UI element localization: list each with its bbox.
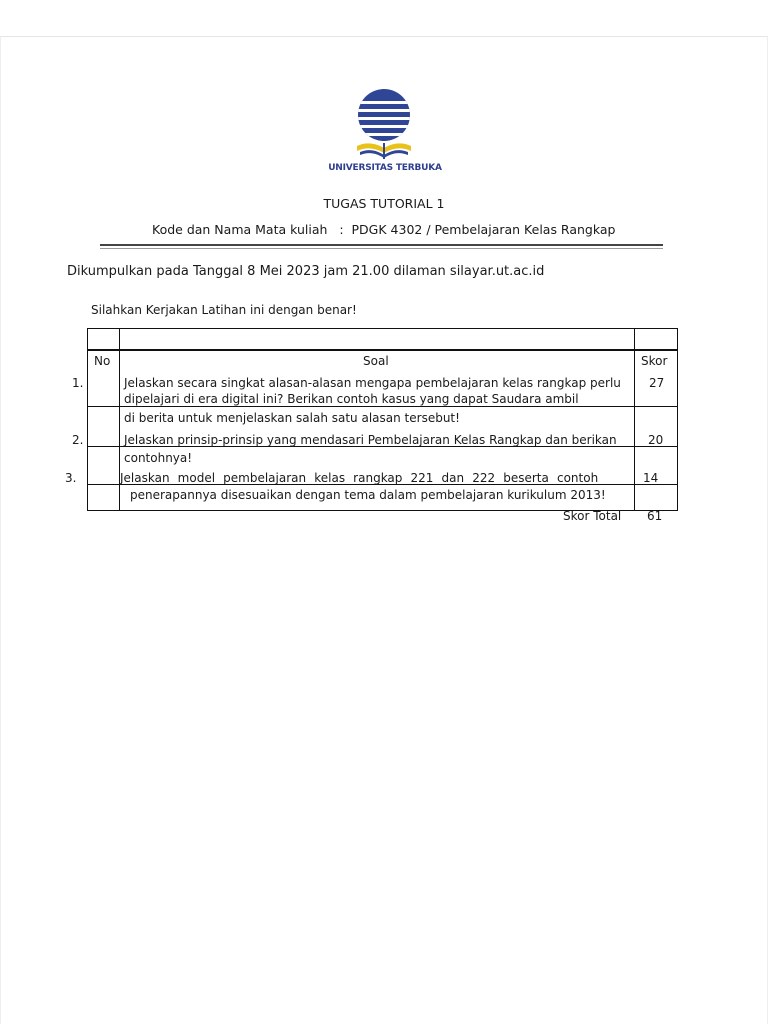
course-value: PDGK 4302 / Pembelajaran Kelas Rangkap	[351, 222, 616, 237]
row-number: 3.	[65, 471, 77, 485]
header-score: Skor	[641, 354, 668, 368]
question-line: Jelaskan prinsip-prinsip yang mendasari Pembelajaran Kelas Rangkap dan berikan	[124, 433, 617, 447]
table-line	[87, 349, 678, 351]
header-rule	[100, 244, 663, 246]
instruction-text: Silahkan Kerjakan Latihan ini dengan benar!	[91, 303, 357, 317]
header-question: Soal	[363, 354, 389, 368]
question-line: Jelaskan model pembelajaran kelas rangkap 221 dan 222 beserta contoh	[120, 471, 599, 485]
table-line	[87, 328, 678, 329]
question-line: contohnya!	[124, 451, 193, 465]
row-number: 1.	[72, 376, 84, 390]
question-line: dipelajari di era digital ini? Berikan contoh kasus yang dapat Saudara ambil	[124, 392, 579, 406]
header-no: No	[94, 354, 111, 368]
question-line: di berita untuk menjelaskan salah satu alasan tersebut!	[124, 411, 460, 425]
row-score: 27	[649, 376, 665, 390]
table-line	[87, 328, 88, 511]
table-line	[87, 406, 678, 407]
document-title: TUGAS TUTORIAL 1	[323, 196, 445, 211]
page-top-edge	[0, 36, 768, 37]
table-line	[677, 328, 678, 511]
header-rule-thin	[100, 248, 663, 249]
row-score: 14	[643, 471, 659, 485]
total-value: 61	[647, 509, 663, 523]
total-label: Skor Total	[563, 509, 622, 523]
university-logo-icon	[354, 88, 414, 162]
row-number: 2.	[72, 433, 84, 447]
row-score: 20	[648, 433, 664, 447]
deadline-text: Dikumpulkan pada Tanggal 8 Mei 2023 jam 21.00 dilaman silayar.ut.ac.id	[67, 264, 545, 279]
course-line	[152, 222, 615, 237]
table-line	[634, 328, 635, 511]
page-left-edge	[0, 36, 1, 1024]
course-separator: :	[339, 222, 344, 237]
question-line: Jelaskan secara singkat alasan-alasan mengapa pembelajaran kelas rangkap perlu	[124, 376, 621, 390]
logo-label: UNIVERSITAS TERBUKA	[328, 163, 442, 173]
course-label: Kode dan Nama Mata kuliah	[152, 222, 328, 237]
question-line: penerapannya disesuaikan dengan tema dalam pembelajaran kurikulum 2013!	[130, 488, 606, 502]
